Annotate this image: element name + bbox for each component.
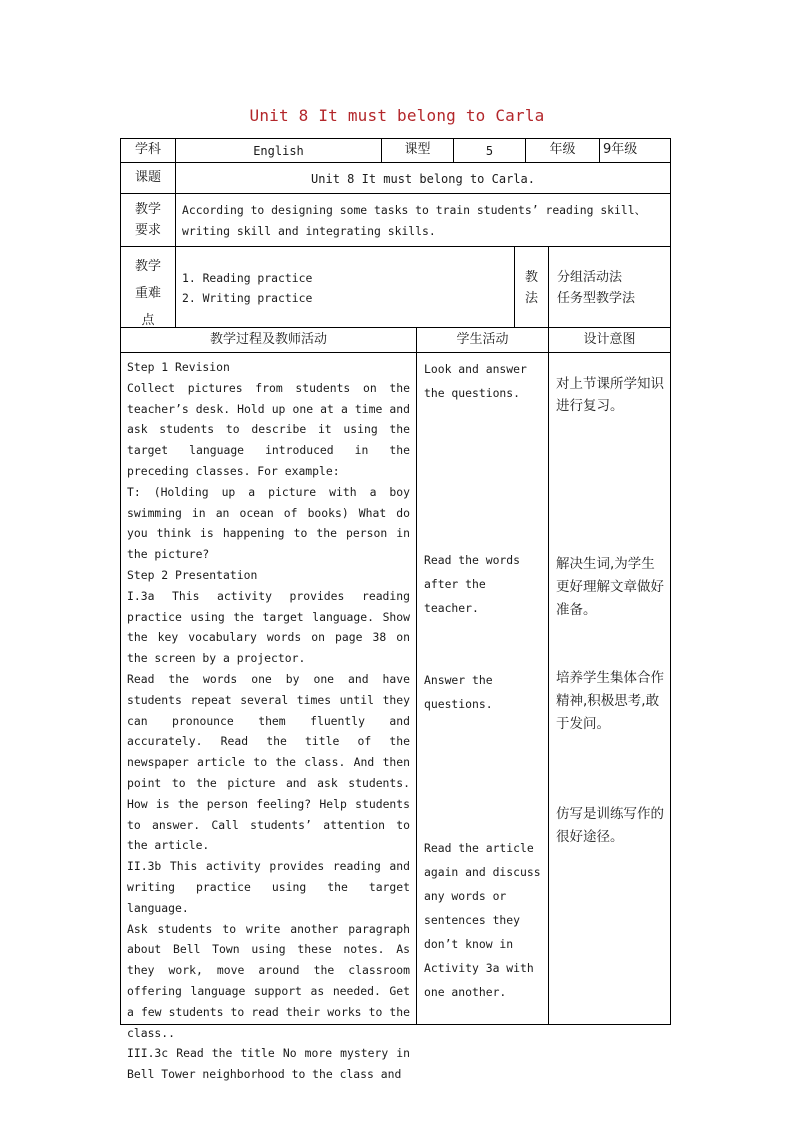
key-points-label-line: 教学: [134, 259, 161, 274]
requirements-line: According to designing some tasks to train students’ reading skill、: [182, 203, 647, 217]
student-activity-2: Read the words after the teacher.: [424, 553, 521, 615]
table-rule: [548, 327, 549, 1025]
process-paragraph: T: (Holding up a picture with a boy swimming in an ocean of books) What do you think is happening to the person in the picture?: [127, 484, 410, 562]
table-rule: [120, 246, 671, 247]
subject-value: English: [253, 144, 304, 158]
table-rule: [120, 327, 671, 328]
process-paragraph: Read the words one by one and have students repeat several times until they can pronounce them fluently and accurately. Read the title of the newspaper article to the class. And then point to the picture and ask students. How is the person feeling? Help students to answer. Call students’ attention to the article.: [127, 671, 410, 853]
student-activity-header: 学生活动: [456, 332, 509, 347]
requirements-label: [121, 199, 175, 241]
process-column: [127, 357, 410, 1082]
table-rule: [120, 352, 671, 353]
table-rule: [120, 162, 671, 163]
lesson-type-label: 课型: [404, 142, 431, 157]
process-paragraph: II.3b This activity provides reading and writing practice using the target language.: [127, 859, 410, 915]
subject-label: 学科: [134, 142, 161, 157]
process-paragraph: Collect pictures from students on the teacher’s desk. Hold up one at a time and ask students to describe it using the target language introduced in the preceding classes. For example:: [127, 380, 410, 478]
grade-value: 9年级: [603, 142, 638, 157]
table-rule: [120, 193, 671, 194]
design-intent-4: 仿写是训练写作的很好途径。: [556, 806, 664, 845]
requirements-label-line: 要求: [134, 223, 161, 238]
table-rule: [548, 246, 549, 328]
key-point-item: 1. Reading practice: [182, 271, 313, 285]
design-intent-header: 设计意图: [583, 332, 636, 347]
process-header: 教学过程及教师活动: [209, 332, 327, 347]
requirements-line: writing skill and integrating skills.: [182, 224, 436, 238]
topic-value: Unit 8 It must belong to Carla.: [311, 172, 535, 186]
process-paragraph: I.3a This activity provides reading practice using the target language. Show the key vocabulary words on page 38 on the screen by a projector.: [127, 588, 410, 666]
table-rule: [599, 138, 600, 163]
student-activity-4: Read the article again and discuss any words or sentences they don’t know in Activity 3a with one another.: [424, 841, 541, 999]
requirements-label-line: 教学: [134, 202, 161, 217]
design-intent-2: 解决生词,为学生更好理解文章做好准备。: [556, 556, 664, 618]
method-label-line: 法: [524, 291, 538, 306]
requirements-text: [182, 200, 668, 242]
student-activity-1: Look and answer the questions.: [424, 362, 527, 400]
method-label-line: 教: [524, 270, 538, 285]
process-paragraph: III.3c Read the title No more mystery in Bell Tower neighborhood to the class and: [127, 1046, 410, 1082]
topic-label: 课题: [134, 170, 161, 185]
process-paragraph: Ask students to write another paragraph about Bell Town using these notes. As they work, move around the classroom offering language support as needed. Get a few students to read their works to the class..: [127, 921, 410, 1040]
key-point-item: 2. Writing practice: [182, 291, 313, 305]
document-title: Unit 8 It must belong to Carla: [249, 106, 545, 125]
key-points-label-line: 点: [141, 313, 155, 328]
design-intent-3: 培养学生集体合作精神,积极思考,敢于发问。: [556, 670, 664, 732]
key-points-list: [182, 268, 512, 308]
table-rule: [670, 138, 671, 1025]
key-points-label-line: 重难: [134, 286, 161, 301]
design-intent-1: 对上节课所学知识进行复习。: [556, 376, 664, 414]
method-label: [515, 267, 548, 309]
lesson-type-value: 5: [485, 144, 494, 158]
key-points-label: [121, 253, 175, 334]
method-item: 任务型教学法: [557, 291, 636, 306]
student-activity-3: Answer the questions.: [424, 673, 493, 711]
method-item: 分组活动法: [557, 270, 623, 285]
method-list: [557, 267, 669, 309]
table-rule: [120, 138, 671, 139]
grade-label: 年级: [549, 142, 576, 157]
table-rule: [416, 327, 417, 1025]
step-heading: Step 1 Revision: [127, 360, 230, 374]
step-heading: Step 2 Presentation: [127, 567, 258, 582]
table-rule: [175, 138, 176, 328]
